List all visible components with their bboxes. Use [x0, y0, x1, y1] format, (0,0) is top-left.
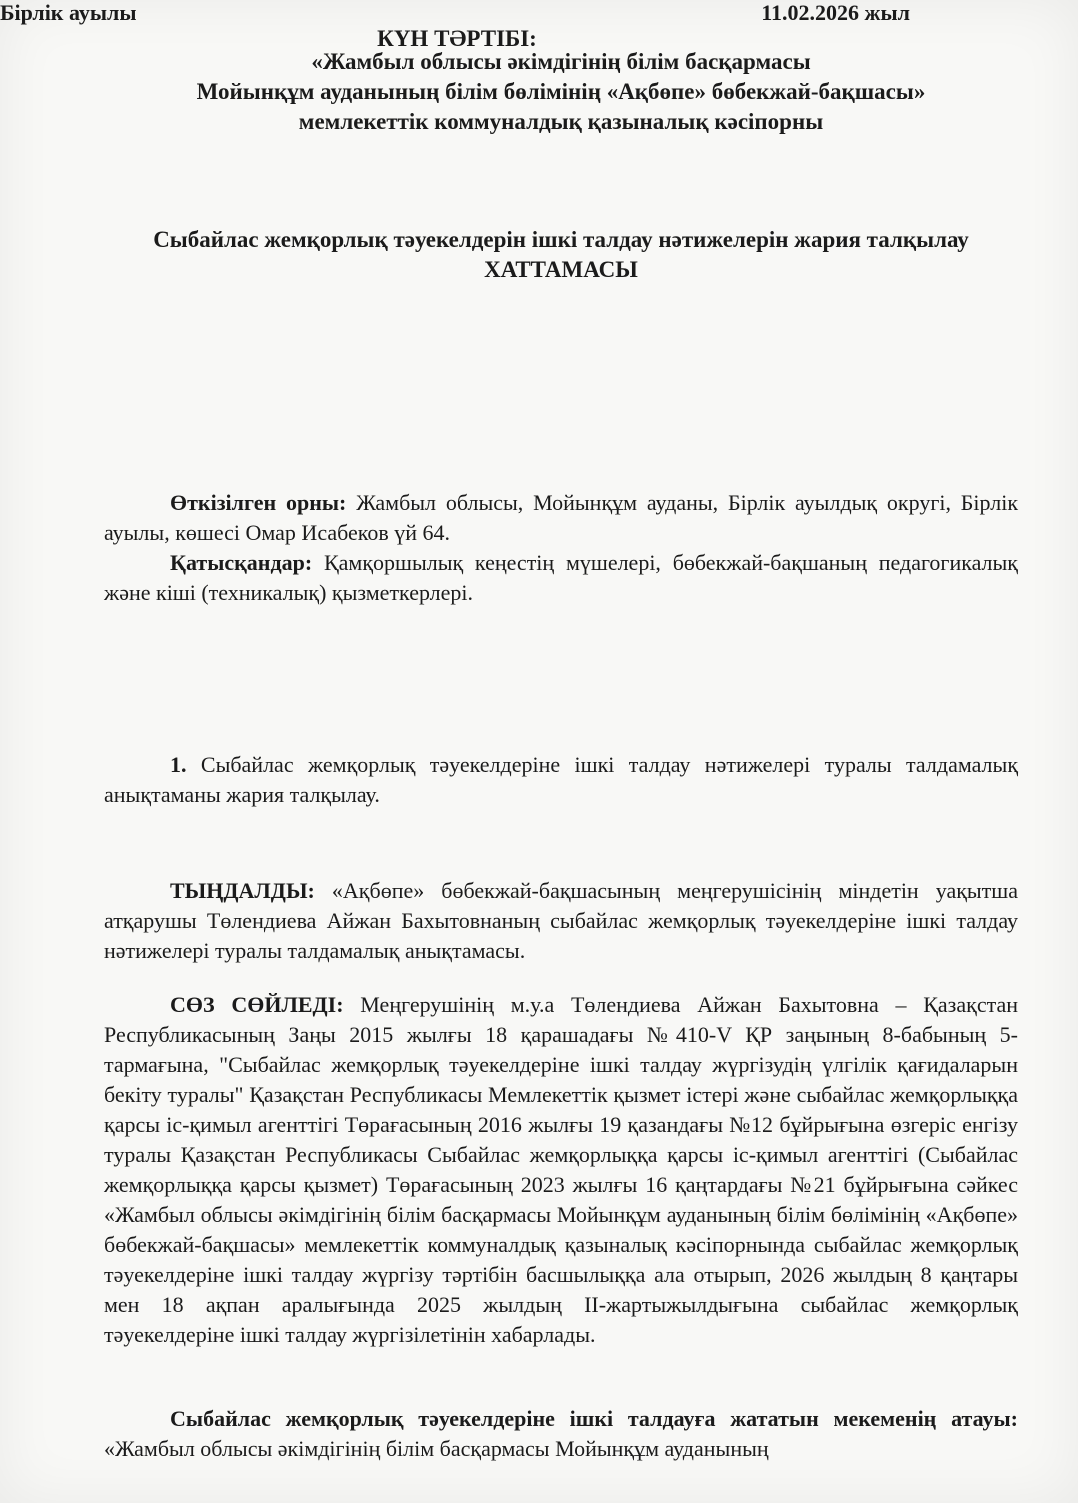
institution-text: «Жамбыл облысы әкімдігінің білім басқармасы Мойынқұм ауданының: [104, 1436, 769, 1461]
attendees-paragraph: [104, 548, 1018, 608]
location-text: Жамбыл облысы, Мойынқұм ауданы, Бірлік ауылдық округі, Бірлік ауылы, көшесі Омар Исабеков үй 64.: [104, 490, 1019, 545]
location-paragraph: [104, 488, 1018, 548]
document-title: [96, 225, 1026, 285]
header-line-3: мемлекеттік коммуналдық қазыналық кәсіпорны: [298, 109, 824, 134]
spoke-paragraph: [104, 990, 1018, 1350]
header-line-1: «Жамбыл облысы әкімдігінің білім басқармасы: [311, 49, 811, 74]
location-label: Өткізілген орны:: [170, 490, 347, 515]
institution-paragraph: [104, 1404, 1018, 1464]
spoke-text: Меңгерушінің м.у.а Төлендиева Айжан Бахытовна – Қазақстан Республикасының Заңы 2015 жылғы 18 қарашадағы №410-V ҚР заңының 8-бабының 5-тармағына, "Сыбайлас жемқорлық тәуекелдеріне ішкі талдау жүргізудің үлгілік қағидаларын бекіту туралы" Қазақстан Республикасы Мемлекеттік қызмет істері және сыбайлас жемқорлыққа қарсы іс-қимыл агенттігі Төрағасының 2016 жылғы 19 қазандағы №12 бұйрығына өзгеріс енгізу туралы Қазақстан Республикасы Сыбайлас жемқорлыққа қарсы іс-қимыл агенттігі (Сыбайлас жемқорлыққа қарсы қызмет) Төрағасының 2023 жылғы 16 қаңтардағы №21 бұйрығына сәйкес «Жамбыл облысы әкімдігінің білім басқармасы Мойынқұм ауданының білім бөлімінің «Ақбөпе» бөбекжай-бақшасы» мемлекеттік коммуналдық қазыналық кәсіпорнында сыбайлас жемқорлық тәуекелдеріне ішкі талдау жүргізу тәртібін басшылыққа ала отырып, 2026 жылдың 8 қаңтары мен 18 ақпан аралығында 2025 жылдың ІІ-жартыжылдығына сыбайлас жемқорлық тәуекелдеріне ішкі талдау жүргізілетінін хабарлады.: [104, 992, 1018, 1347]
place-date-row: [0, 0, 910, 26]
heard-label: ТЫҢДАЛДЫ:: [170, 878, 315, 903]
date: 11.02.2026 жыл: [761, 0, 910, 25]
title-line-2: ХАТТАМАСЫ: [484, 257, 638, 282]
agenda-item: [104, 750, 1018, 810]
attendees-text: Қамқоршылық кеңестің мүшелері, бөбекжай-бақшаның педагогикалық және кіші (техникалық) қызметкерлері.: [104, 550, 1018, 605]
agenda-item-number: 1.: [170, 752, 187, 777]
institution-label: Сыбайлас жемқорлық тәуекелдеріне ішкі талдауға жататын мекеменің атауы:: [170, 1406, 1018, 1431]
agenda-item-text: Сыбайлас жемқорлық тәуекелдеріне ішкі талдау нәтижелері туралы талдамалық анықтаманы жария талқылау.: [104, 752, 1019, 807]
place: Бірлік ауылы: [0, 0, 137, 25]
attendees-label: Қатысқандар:: [170, 550, 313, 575]
agenda-title: КҮН ТӘРТІБІ:: [377, 26, 537, 51]
title-line-1: Сыбайлас жемқорлық тәуекелдерін ішкі талдау нәтижелерін жария талқылау: [153, 227, 969, 252]
heard-paragraph: [104, 876, 1018, 966]
header-line-2: Мойынқұм ауданының білім бөлімінің «Ақбөпе» бөбекжай-бақшасы»: [196, 79, 926, 104]
spoke-label: СӨЗ СӨЙЛЕДІ:: [170, 992, 344, 1017]
heard-text: «Ақбөпе» бөбекжай-бақшасының меңгерушісінің міндетін уақытша атқарушы Төлендиева Айжан Бахытовнаның сыбайлас жемқорлық тәуекелдеріне ішкі талдау нәтижелері туралы талдамалық анықтамасы.: [104, 878, 1019, 963]
organization-header: [100, 47, 1022, 137]
